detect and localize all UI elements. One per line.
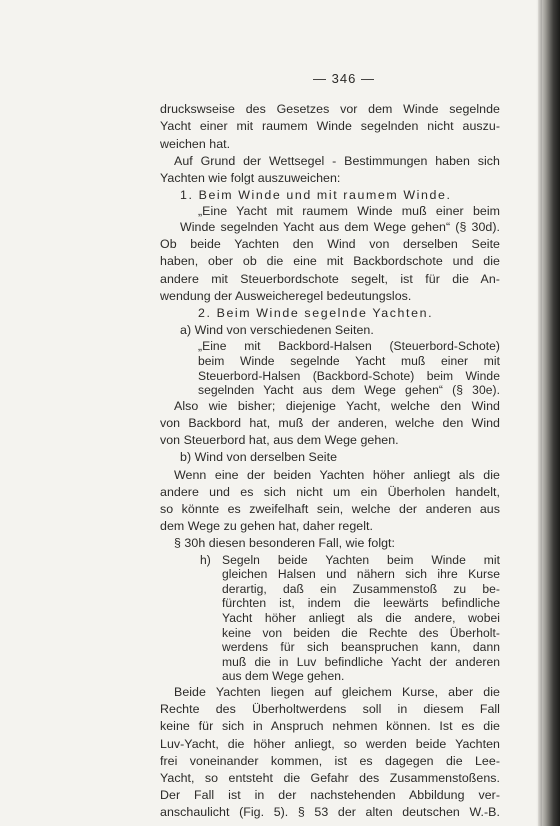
quote-line: „Eine Yacht mit raumem Winde muß einer beim <box>198 204 500 219</box>
quote-line: Steuerbord-Halsen (Backbord-Schote) beim Winde <box>198 368 500 383</box>
quote-line: gleichen Halsen und nähern sich ihre Kurse <box>222 567 500 582</box>
text-line: Wenn eine der beiden Yachten höher anliegt als die <box>174 467 500 482</box>
text-line: andere und es sich nicht um ein Überholen handelt, <box>160 484 500 499</box>
text-line: Also wie bisher; diejenige Yacht, welche den Wind <box>174 398 500 413</box>
text-line: weichen hat. <box>160 136 231 151</box>
page-text <box>160 70 500 822</box>
quote-line: „Eine mit Backbord-Halsen (Steuerbord-Schote) <box>198 339 500 354</box>
text-line: Auf Grund der Wettsegel - Bestimmungen haben sich <box>174 153 500 168</box>
text-line: so könnte es zweifelhaft sein, welche der anderen aus <box>160 502 500 517</box>
quote-line: werdens für sich beanspruchen kann, dann <box>222 640 500 655</box>
text-line: Yacht einer mit raumem Winde segelnden nicht auszu- <box>160 119 500 134</box>
text-line: wendung der Ausweicheregel bedeutungslos. <box>160 288 412 303</box>
text-line: dem Wege zu gehen hat, daher regelt. <box>160 519 374 534</box>
subsection-heading: a) Wind von verschiedenen Seiten. <box>180 323 374 338</box>
quote-line: muß die in Luv befindliche Yacht der anderen <box>222 654 500 669</box>
text-line: keine für sich in Anspruch nehmen können. Ist es die <box>160 719 500 734</box>
text-line: von Steuerbord hat, aus dem Wege gehen. <box>160 433 399 448</box>
quote-line: segelnden Yacht aus dem Wege gehen“ (§ 30e). <box>198 383 500 398</box>
rule-marker: h) <box>200 552 211 567</box>
text-line: Luv-Yacht, die höher anliegt, so werden beide Yachten <box>160 736 500 751</box>
page-number: — 346 — <box>313 71 375 86</box>
quote-line: aus dem Wege gehen. <box>222 669 345 684</box>
text-line: frei voneinander kommen, ist es dagegen die Lee- <box>160 753 500 768</box>
text-line: anschaulicht (Fig. 5). § 53 der alten deutschen W.-B. <box>160 805 500 820</box>
quote-line: keine von beiden die Rechte des Überholt- <box>222 625 500 640</box>
quote-line: derartig, daß ein Zusammenstoß zu be- <box>222 581 500 596</box>
subsection-heading: b) Wind von derselben Seite <box>180 450 338 465</box>
quote-line: Yacht höher anliegt als die andere, wobei <box>222 611 500 626</box>
gutter-shade <box>536 0 542 826</box>
text-line: § 30h diesen besonderen Fall, wie folgt: <box>174 536 396 551</box>
section-heading: 1. Beim Winde und mit raumem Winde. <box>180 188 452 203</box>
quote-line: Winde segelnden Yacht aus dem Wege gehen“ (§ 30d). <box>180 220 500 235</box>
text-line: andere mit Steuerbordschote segelt, ist für die An- <box>160 271 500 286</box>
text-line: Ob beide Yachten den Wind von derselben Seite <box>160 237 500 252</box>
text-line: haben, ober ob die eine mit Backbordschote und die <box>160 254 500 269</box>
text-line: Rechte des Überholtwerdens soll in diesem Fall <box>160 702 500 717</box>
rule-h-block <box>160 553 500 684</box>
text-line: druckswseise des Gesetzes vor dem Winde segelnde <box>160 102 500 117</box>
quote-line: beim Winde segelnde Yacht muß einer mit <box>198 354 500 369</box>
text-line: Yacht, so entsteht die Gefahr des Zusammenstoßens. <box>160 771 500 785</box>
text-line: Der Fall ist in der nachstehenden Abbildung ver- <box>160 788 500 803</box>
text-line: Beide Yachten liegen auf gleichem Kurse, aber die <box>174 684 500 699</box>
section-heading: 2. Beim Winde segelnde Yachten. <box>198 306 434 321</box>
quote-line: Segeln beide Yachten beim Winde mit <box>222 552 500 567</box>
text-line: von Backbord hat, muß der anderen, welche den Wind <box>160 416 500 431</box>
text-line: Yachten wie folgt auszuweichen: <box>160 171 341 186</box>
quote-line: fürchten ist, indem die leewärts befindliche <box>222 596 500 611</box>
